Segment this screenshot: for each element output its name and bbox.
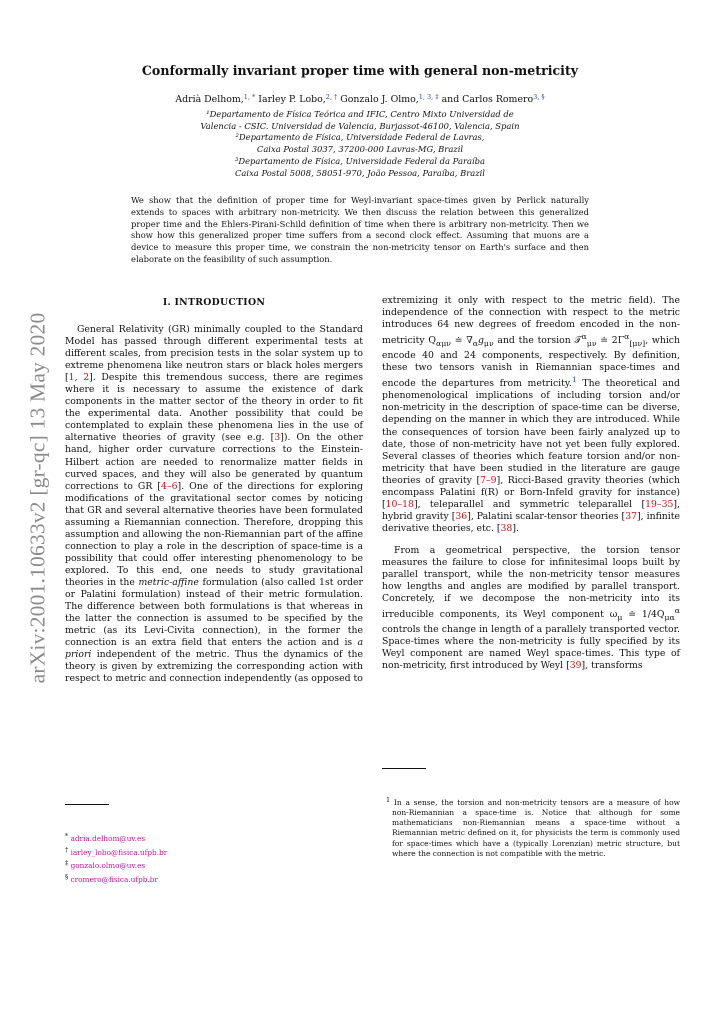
author-marks[interactable]: 3, § <box>533 93 545 101</box>
arxiv-identifier: arXiv:2001.10633v2 [gr-qc] 13 May 2020 <box>25 312 50 684</box>
citation-link[interactable]: 36 <box>455 510 468 522</box>
left-column <box>65 324 363 685</box>
footnote-rule <box>65 804 109 805</box>
paragraph: From a geometrical perspective, the torsion tensor measures the failure to close for infinitesimal loops built by parallel transport, while the non-metricity tensor measures how lengths and angles are modified by parallel transport. Concretely, if we decompose the non-metricity into its irreducible components, its Weyl component $\omega_\mu$ ≐ $1/4Q_{\mu\alpha}^\alpha$ controls the change in length of a parallely transported vector. Space-times where the non-metricity is fully specified by its Weyl component are named Weyl space-times. This type of non-metricity, first introduced by Weyl [39], transforms <box>382 544 680 672</box>
email-link[interactable]: cromero@fisica.ufpb.br <box>70 874 158 884</box>
footnote-rule <box>382 768 426 769</box>
citation-link[interactable]: 38 <box>500 522 513 534</box>
citation-link[interactable]: 3 <box>274 432 281 444</box>
abstract: We show that the definition of proper time for Weyl-invariant space-times given by Perlick naturally extends to spaces with arbitrary non-metricity. We then discuss the relation between this generalized proper time and the Ehlers-Pirani-Schild definition of time when there is arbitrary non-metricity. Then we show how this generalized proper time suffers from a second clock effect. Assuming that muons are a device to measure this proper time, we constrain the non-metricity tensor on Earth's surface and then elaborate on the feasibility of such assumption. <box>131 195 589 264</box>
footnote: 1 In a sense, the torsion and non-metricity tensors are a measure of how non-Riemannian a space-time is. Notice that although for some mathematicians non-Riemannian means a space-time without a Riemannian metric defined on it, for physicists the term is commonly used for space-times which have a (typically Lorenzian) metric structure, but where the connection is not compatible with the metric. <box>386 796 680 858</box>
paper-title: Conformally invariant proper time with general non-metricity <box>141 63 579 78</box>
author-name: Gonzalo J. Olmo, <box>340 94 419 105</box>
affiliations <box>150 109 570 179</box>
author-marks[interactable]: 1, 3, ‡ <box>418 93 439 101</box>
citation-link[interactable]: 1 <box>68 372 75 384</box>
affiliation-line: Caixa Postal 3037, 37200-000 Lavras-MG, Brazil <box>256 144 464 155</box>
arxiv-sidebar <box>18 298 58 698</box>
citation-link[interactable]: 39 <box>569 660 582 672</box>
section-heading: I. INTRODUCTION <box>162 297 266 308</box>
citation-link[interactable]: 7–9 <box>480 474 497 486</box>
author-name: and Carlos Romero <box>441 94 534 105</box>
citation-link[interactable]: 19–35 <box>645 498 674 510</box>
email-link[interactable]: gonzalo.olmo@uv.es <box>70 861 146 871</box>
author-name: Adrià Delhom, <box>175 94 244 105</box>
author-list <box>0 93 720 105</box>
author-marks[interactable]: 2, † <box>325 93 338 101</box>
author-name: Iarley P. Lobo, <box>258 94 326 105</box>
affiliation-line: ²Departamento de Física, Universidade Federal de Lavras, <box>235 132 485 143</box>
footnote-link[interactable]: 1 <box>571 375 577 385</box>
paragraph: General Relativity (GR) minimally coupled to the Standard Model has passed through different experimental tests at different scales, from precision tests in the solar system up to extreme phenomena like neutron stars or black holes mergers [1, 2]. Despite this tremendous success, there are regimes where it is necessary to assume the existence of dark components in the matter sector of the theory in order to fit the experimental data. Another possibility that could be contemplated to explain these phenomena lies in the use of alternative theories of gravity (see e.g. [3]). On the other hand, higher order curvature corrections to the Einstein-Hilbert action are needed to renormalize matter fields in curved spaces, and they will also be generated by quantum corrections to GR [4–6]. One of the directions for exploring modifications of the gravitational sector comes by noticing that GR and several alternative theories have been formulated assuming a Riemannian connection. Therefore, dropping this assumption and allowing the non-Riemannian part of the affine connection to play a role in the description of space-time is a possibility that could offer interesting phenomenology to be explored. To this end, one needs to study gravitational theories in the metric-affine formulation (also called 1st order or Palatini formulation) instead of their metric formulation. The difference between both formulations is that whereas in the latter the connection is assumed to be specified by the metric (as its Levi-Civita connection), in the former the connection is an extra field that enters the action and is a priori independent of the metric. Thus the dynamics of the theory is given by extremizing the corresponding action with respect to metric and connection independently (as opposed to <box>65 324 364 685</box>
affiliation-line: ¹Departamento de Física Teórica and IFIC, Centro Mixto Universidad de <box>206 109 514 119</box>
citation-link[interactable]: 4–6 <box>161 480 178 492</box>
citation-link[interactable]: 37 <box>625 510 638 522</box>
affiliation-line: Caixa Postal 5008, 58051-970, João Pessoa, Paraíba, Brazil <box>234 167 485 178</box>
citation-link[interactable]: 2 <box>83 372 90 384</box>
email-link[interactable]: adria.delhom@uv.es <box>70 834 146 843</box>
author-marks[interactable]: 1, * <box>243 93 256 101</box>
affiliation-line: Valencia - CSIC. Universidad de Valencia, Burjassot-46100, Valencia, Spain <box>200 120 520 131</box>
right-column <box>382 295 680 672</box>
affiliation-line: ³Departamento de Física, Universidade Federal da Paraíba <box>235 155 485 166</box>
email-link[interactable]: iarley_lobo@fisica.ufpb.br <box>70 847 168 857</box>
paragraph: extremizing it only with respect to the metric field). The independence of the connection with respect to the metric introduces 64 new degrees of freedom encoded in the non-metricity $Q_{\alpha\mu\nu}$ ≐ $\nabla_\alpha g_{\mu\nu}$ and the torsion 𝒯$^\alpha_{\mu\nu}$ ≐ $2\Gamma^\alpha_{[\mu\nu]}$, which encode 40 and 24 components, respectively. By definition, these two tensors vanish in Riemannian space-times and encode the departures from metricity.$^1$ The theoretical and phenomenological implications of including torsion and/or non-metricity in the description of space-time can be diverse, depending on the manner in which they are introduced. While the consequences of torsion have been fairly analyzed up to date, those of non-metricity have not yet been fully explored. Several classes of theories which feature torsion and/or non-metricity that have been studied in the literature are gauge theories of gravity [7–9], Ricci-Based gravity theories (which encompass Palatini f(R) or Born-Infeld gravity for instance) [10–18], teleparallel and symmetric teleparallel [19–35], hybrid gravity [36], Palatini scalar-tensor theories [37], infinite derivative theories, etc. [38]. <box>382 295 680 534</box>
author-emails: * adria.delhom@uv.es † iarley_lobo@fisica.ufpb.br ‡ gonzalo.olmo@uv.es § cromero@fisica.ufpb.br <box>65 832 168 884</box>
citation-link[interactable]: 10–18 <box>385 498 414 510</box>
